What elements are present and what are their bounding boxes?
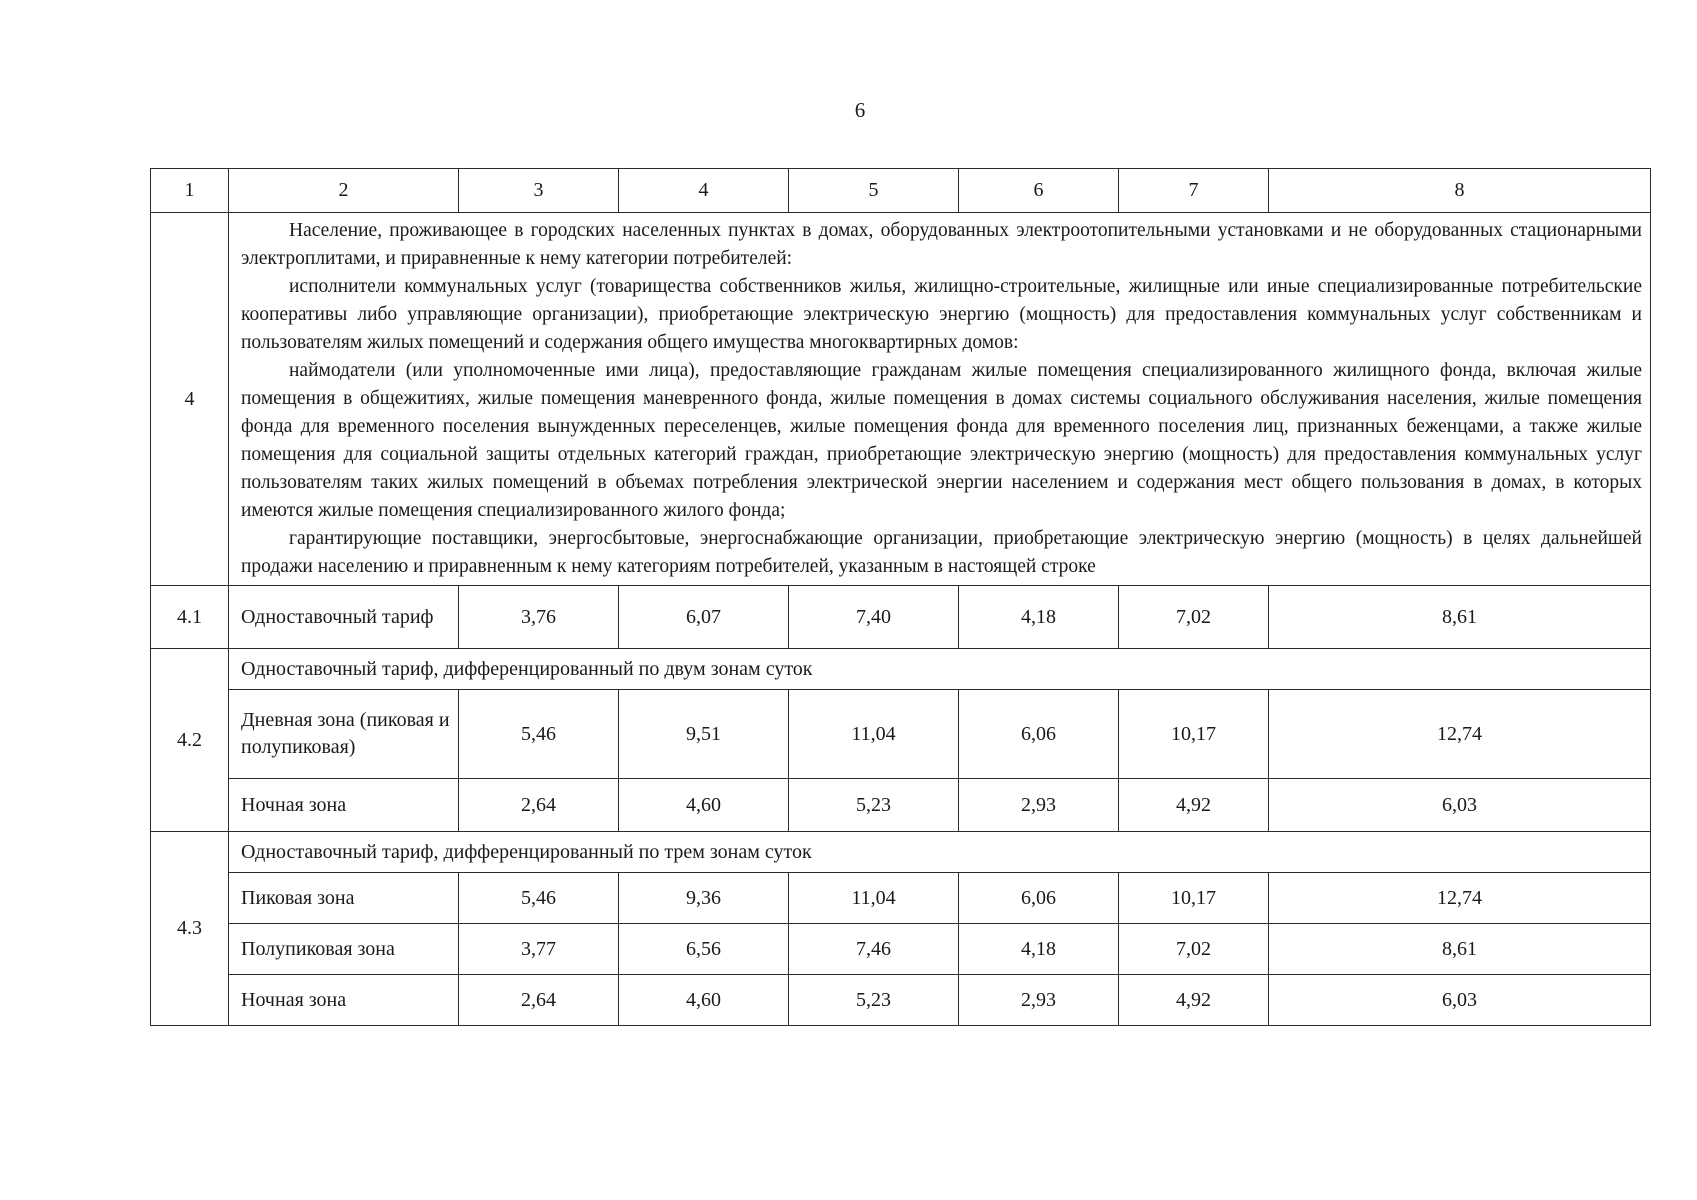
zone-name: Ночная зона bbox=[229, 975, 459, 1026]
value-cell: 8,61 bbox=[1269, 924, 1651, 975]
page-number: 6 bbox=[854, 98, 866, 122]
header-cell: 7 bbox=[1119, 169, 1269, 213]
section-paragraph: гарантирующие поставщики, энергосбытовые, энергоснабжающие организации, приобретающие электрическую энергию (мощность) в целях дальнейшей продажи населению и приравненным к нему категориям потребителей, указанным в настоящей строке bbox=[241, 528, 1642, 577]
value-cell: 5,46 bbox=[459, 690, 619, 779]
section-row bbox=[151, 213, 1651, 586]
value-cell: 10,17 bbox=[1119, 873, 1269, 924]
value-cell: 4,18 bbox=[959, 586, 1119, 649]
value-cell: 3,76 bbox=[459, 586, 619, 649]
group-label-row bbox=[151, 832, 1651, 873]
value-cell: 7,02 bbox=[1119, 924, 1269, 975]
value-cell: 4,92 bbox=[1119, 975, 1269, 1026]
value-cell: 6,06 bbox=[959, 873, 1119, 924]
table-row bbox=[151, 873, 1651, 924]
tariff-table bbox=[150, 168, 1651, 1026]
section-number: 4 bbox=[151, 213, 229, 586]
table-row bbox=[151, 586, 1651, 649]
table-row bbox=[151, 924, 1651, 975]
header-cell: 5 bbox=[789, 169, 959, 213]
value-cell: 12,74 bbox=[1269, 690, 1651, 779]
header-cell: 4 bbox=[619, 169, 789, 213]
value-cell: 2,64 bbox=[459, 779, 619, 832]
section-paragraph: Население, проживающее в городских населенных пунктах в домах, оборудованных электроотопительными установками и не оборудованных стационарными электроплитами, и приравненные к нему категории потребителей: bbox=[241, 220, 1642, 269]
group-label-row bbox=[151, 649, 1651, 690]
header-cell: 1 bbox=[151, 169, 229, 213]
value-cell: 9,51 bbox=[619, 690, 789, 779]
zone-name: Ночная зона bbox=[229, 779, 459, 832]
value-cell: 6,03 bbox=[1269, 975, 1651, 1026]
header-cell: 8 bbox=[1269, 169, 1651, 213]
value-cell: 6,06 bbox=[959, 690, 1119, 779]
section-paragraph: исполнители коммунальных услуг (товарищества собственников жилья, жилищно-строительные, жилищные или иные специализированные потребительские кооперативы либо управляющие организации), приобретающие электрическую энергию (мощность) для предоставления коммунальных услуг собственникам и пользователям жилых помещений и содержания общего имущества многоквартирных домов: bbox=[241, 276, 1642, 353]
value-cell: 9,36 bbox=[619, 873, 789, 924]
header-cell: 6 bbox=[959, 169, 1119, 213]
value-cell: 6,56 bbox=[619, 924, 789, 975]
value-cell: 10,17 bbox=[1119, 690, 1269, 779]
value-cell: 8,61 bbox=[1269, 586, 1651, 649]
value-cell: 4,60 bbox=[619, 975, 789, 1026]
table-row bbox=[151, 690, 1651, 779]
value-cell: 11,04 bbox=[789, 873, 959, 924]
section-description bbox=[229, 213, 1651, 586]
group-label: Одноставочный тариф, дифференцированный по двум зонам суток bbox=[229, 649, 1651, 690]
zone-name: Пиковая зона bbox=[229, 873, 459, 924]
value-cell: 2,64 bbox=[459, 975, 619, 1026]
tariff-name: Одноставочный тариф bbox=[229, 586, 459, 649]
row-number: 4.1 bbox=[151, 586, 229, 649]
value-cell: 2,93 bbox=[959, 779, 1119, 832]
value-cell: 7,46 bbox=[789, 924, 959, 975]
value-cell: 4,92 bbox=[1119, 779, 1269, 832]
value-cell: 6,03 bbox=[1269, 779, 1651, 832]
group-label: Одноставочный тариф, дифференцированный по трем зонам суток bbox=[229, 832, 1651, 873]
row-number: 4.2 bbox=[151, 649, 229, 832]
value-cell: 5,23 bbox=[789, 779, 959, 832]
value-cell: 11,04 bbox=[789, 690, 959, 779]
value-cell: 6,07 bbox=[619, 586, 789, 649]
value-cell: 3,77 bbox=[459, 924, 619, 975]
header-cell: 2 bbox=[229, 169, 459, 213]
value-cell: 5,23 bbox=[789, 975, 959, 1026]
value-cell: 7,40 bbox=[789, 586, 959, 649]
value-cell: 5,46 bbox=[459, 873, 619, 924]
value-cell: 2,93 bbox=[959, 975, 1119, 1026]
header-row bbox=[151, 169, 1651, 213]
section-paragraph: наймодатели (или уполномоченные ими лица), предоставляющие гражданам жилые помещения специализированного жилищного фонда, включая жилые помещения в общежитиях, жилые помещения маневренного фонда, жилые помещения в домах системы социального обслуживания населения, жилые помещения фонда для временного поселения вынужденных переселенцев, жилые помещения фонда для временного поселения лиц, признанных беженцами, а также жилые помещения для социальной защиты отдельных категорий граждан, приобретающие электрическую энергию (мощность) для предоставления коммунальных услуг пользователям таких жилых помещений в объемах потребления электрической энергии населением и содержания мест общего пользования в домах, в которых имеются жилые помещения специализированного жилого фонда; bbox=[241, 360, 1642, 521]
table-row bbox=[151, 975, 1651, 1026]
header-cell: 3 bbox=[459, 169, 619, 213]
table-row bbox=[151, 779, 1651, 832]
value-cell: 7,02 bbox=[1119, 586, 1269, 649]
zone-name: Дневная зона (пиковая и полупиковая) bbox=[229, 690, 459, 779]
value-cell: 4,60 bbox=[619, 779, 789, 832]
row-number: 4.3 bbox=[151, 832, 229, 1026]
zone-name: Полупиковая зона bbox=[229, 924, 459, 975]
value-cell: 4,18 bbox=[959, 924, 1119, 975]
value-cell: 12,74 bbox=[1269, 873, 1651, 924]
